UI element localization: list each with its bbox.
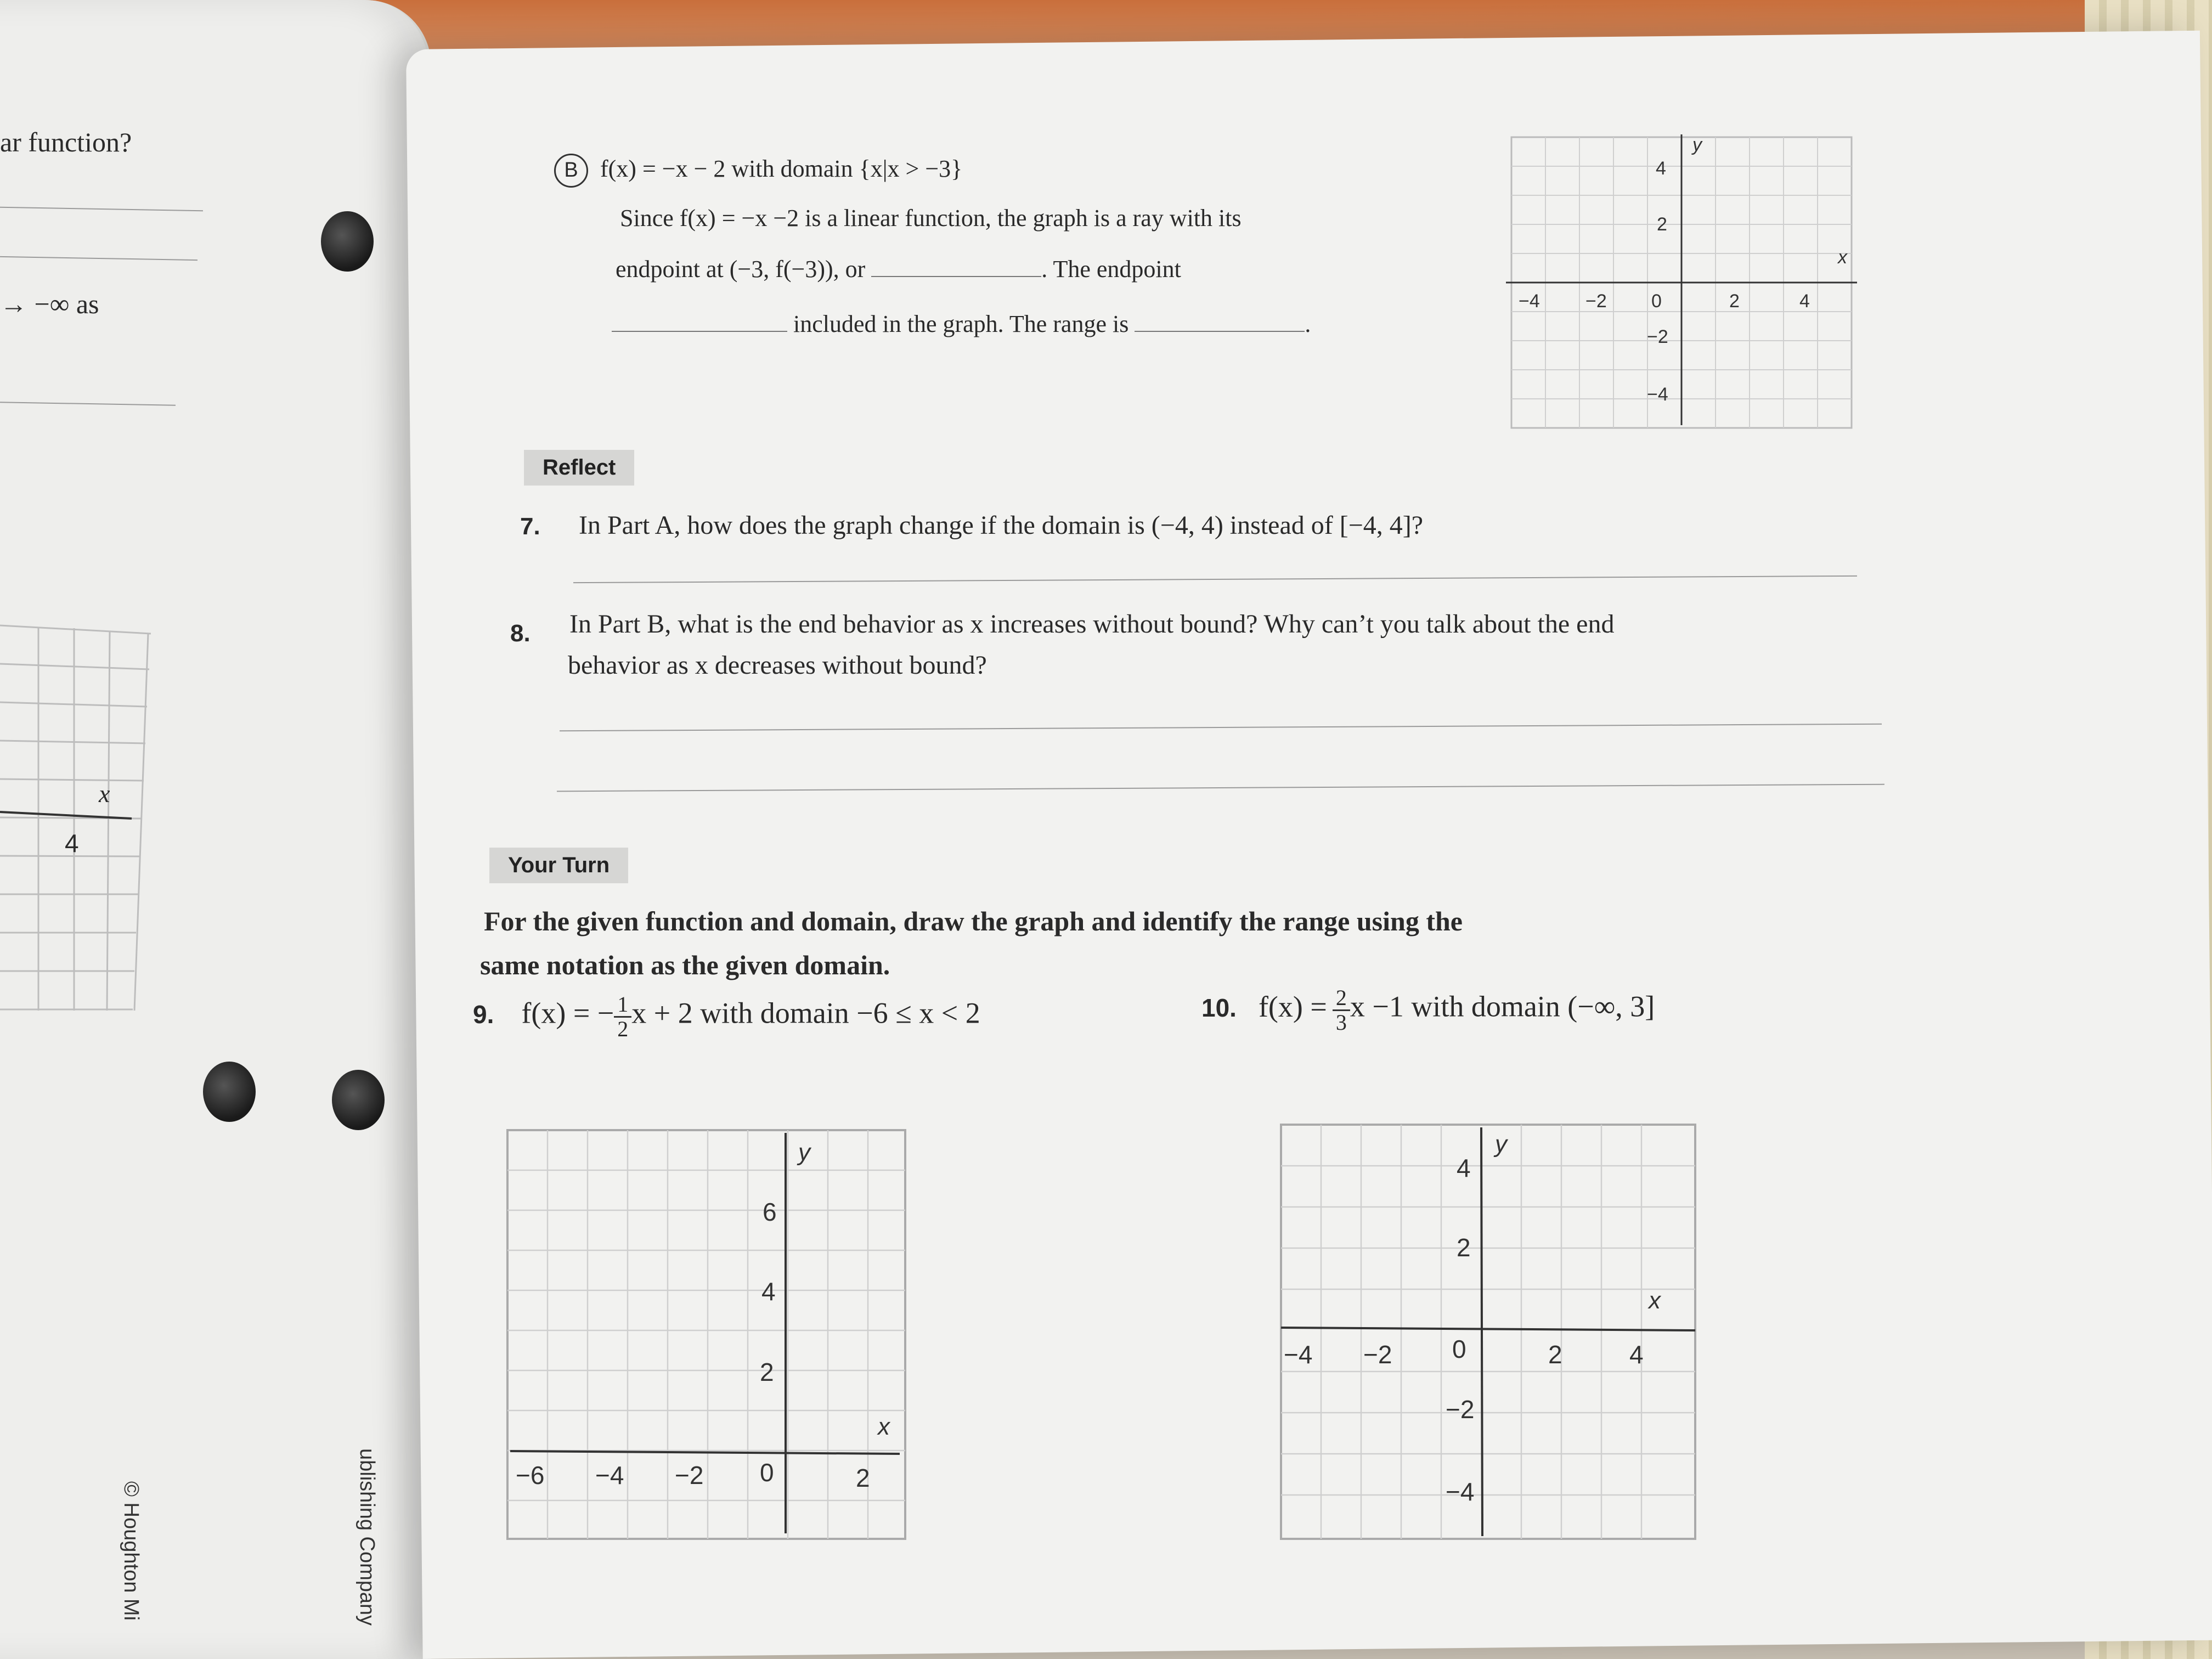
part-b-y-label: y	[1692, 134, 1702, 155]
y-tick: −2	[1446, 1395, 1475, 1424]
x-tick: 0	[760, 1458, 774, 1487]
q10-post: x −1 with domain (−∞, 3]	[1350, 990, 1655, 1023]
x-tick: −2	[1363, 1340, 1392, 1369]
x-tick: −2	[675, 1461, 704, 1489]
q8-line1: In Part B, what is the end behavior as x increases without bound? Why can’t you talk about the end	[569, 610, 1615, 639]
part-b-line4	[612, 310, 1311, 338]
q10-pre: f(x) =	[1258, 990, 1327, 1023]
y-tick: −4	[1647, 384, 1668, 405]
publisher-text: ublishing Company	[356, 1448, 379, 1626]
binder-hole	[321, 211, 374, 272]
x-tick: 4	[1799, 291, 1810, 312]
q9-prompt	[473, 993, 980, 1041]
left-page-text-infinity: → −∞ as	[0, 289, 99, 319]
left-page-text-top: ar function?	[0, 127, 132, 157]
q10-x-axis	[1281, 1328, 1695, 1330]
q7-text: In Part A, how does the graph change if the domain is (−4, 4) instead of [−4, 4]?	[579, 511, 1424, 540]
your-turn-instruction-1: For the given function and domain, draw the graph and identify the range using the	[484, 906, 1463, 936]
q9-graph[interactable]	[505, 1127, 911, 1544]
q9-y-label: y	[798, 1139, 810, 1166]
reflect-heading: Reflect	[524, 450, 634, 486]
x-tick: −2	[1585, 291, 1607, 312]
x-tick: 2	[856, 1464, 870, 1492]
q10-number: 10.	[1201, 993, 1237, 1022]
q9-frac-den: 2	[617, 1017, 629, 1041]
q10-grid	[1281, 1125, 1695, 1539]
x-tick: 0	[1452, 1335, 1466, 1363]
part-b-function: f(x) = −x − 2 with domain {x|x > −3}	[600, 155, 963, 182]
y-tick: −2	[1647, 326, 1668, 347]
q7-number: 7.	[520, 513, 540, 540]
x-tick: 0	[1651, 291, 1662, 312]
y-tick: 2	[1657, 214, 1667, 235]
x-tick: −6	[516, 1461, 545, 1489]
q10-x-label: x	[1649, 1287, 1661, 1314]
binder-hole	[203, 1062, 256, 1122]
q9-number: 9.	[473, 1000, 494, 1029]
y-tick: 4	[1457, 1154, 1471, 1182]
part-b-line3-post: . The endpoint	[1041, 256, 1181, 283]
part-b-line4-post: included in the graph. The range is	[793, 311, 1129, 337]
q9-x-label: x	[878, 1413, 890, 1440]
q10-fraction	[1333, 986, 1350, 1034]
left-graph-x-label: x	[99, 780, 110, 808]
copyright-text: © Houghton Mi	[120, 1481, 143, 1621]
part-b-line4-end: .	[1305, 311, 1311, 337]
q10-frac-den: 3	[1335, 1010, 1347, 1035]
x-tick: 2	[1548, 1340, 1562, 1369]
x-tick: 2	[1729, 291, 1740, 312]
left-graph-grid	[0, 620, 159, 1020]
part-b-line3	[616, 255, 1181, 283]
part-b-line2: Since f(x) = −x −2 is a linear function, the graph is a ray with its	[620, 205, 1242, 232]
part-b-line3-pre: endpoint at (−3, f(−3)), or	[616, 256, 866, 283]
part-b-graph[interactable]	[1503, 132, 1865, 439]
part-b-x-label: x	[1838, 247, 1847, 268]
y-tick: 4	[1656, 158, 1666, 179]
q10-prompt	[1201, 986, 1655, 1034]
y-tick: 2	[760, 1358, 774, 1386]
q9-fraction	[614, 993, 631, 1041]
endpoint-answer-blank[interactable]	[871, 275, 1041, 277]
q8-number: 8.	[510, 620, 531, 647]
q10-frac-num: 2	[1333, 986, 1350, 1011]
q8-line2: behavior as x decreases without bound?	[568, 651, 987, 680]
x-tick: −4	[1284, 1340, 1313, 1369]
y-tick: −4	[1446, 1477, 1475, 1506]
left-graph-tick: 4	[65, 829, 79, 857]
y-tick: 4	[761, 1277, 776, 1306]
y-tick: 6	[763, 1198, 777, 1226]
q9-frac-num: 1	[614, 993, 631, 1018]
your-turn-heading: Your Turn	[489, 848, 628, 883]
q9-x-axis	[510, 1451, 900, 1454]
your-turn-instruction-2: same notation as the given domain.	[480, 950, 890, 980]
x-tick: 4	[1629, 1340, 1644, 1369]
range-answer-blank[interactable]	[1135, 330, 1305, 332]
x-tick: −4	[595, 1461, 624, 1489]
q10-y-axis	[1481, 1127, 1482, 1536]
q10-graph[interactable]	[1278, 1122, 1701, 1544]
part-b-marker: B	[554, 154, 588, 188]
part-b-line1	[554, 154, 962, 188]
q10-y-label: y	[1495, 1131, 1507, 1158]
q9-grid	[507, 1130, 905, 1539]
included-answer-blank[interactable]	[612, 330, 787, 332]
q9-post: x + 2 with domain −6 ≤ x < 2	[631, 996, 980, 1030]
x-tick: −4	[1519, 291, 1540, 312]
y-tick: 2	[1457, 1233, 1471, 1262]
q9-pre: f(x) = −	[521, 996, 614, 1030]
binder-hole	[332, 1070, 385, 1130]
